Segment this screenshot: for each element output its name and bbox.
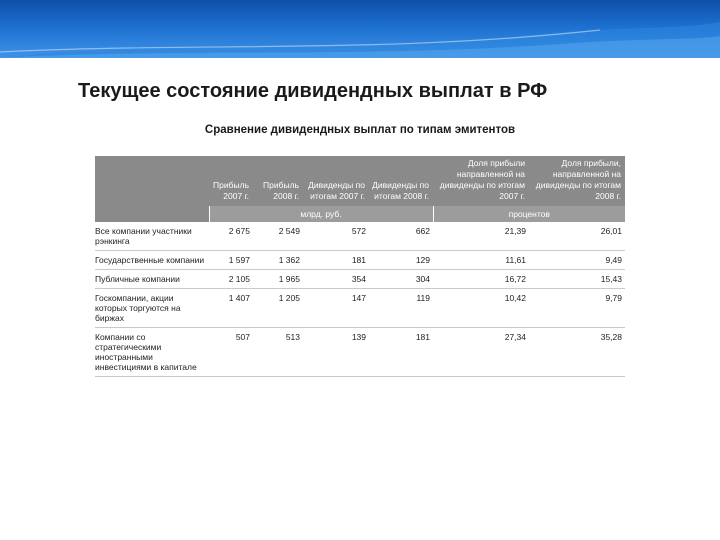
table-cell: 15,43 bbox=[529, 270, 625, 289]
table-cell: 21,39 bbox=[433, 222, 529, 251]
table-row bbox=[95, 270, 625, 289]
table-cell: 9,79 bbox=[529, 289, 625, 328]
row-label: Публичные компании bbox=[95, 270, 209, 289]
table-cell: 35,28 bbox=[529, 328, 625, 377]
table-cell: 513 bbox=[253, 328, 303, 377]
table-cell: 1 597 bbox=[209, 251, 253, 270]
table-cell: 10,42 bbox=[433, 289, 529, 328]
column-header: Прибыль 2007 г. bbox=[209, 156, 253, 206]
column-header: Доля прибыли, направленной на дивиденды по итогам 2008 г. bbox=[529, 156, 625, 206]
slide-title: Текущее состояние дивидендных выплат в РФ bbox=[78, 80, 548, 102]
row-label: Госкомпании, акции которых торгуются на биржах bbox=[95, 289, 209, 328]
table-row bbox=[95, 222, 625, 251]
table-row bbox=[95, 289, 625, 328]
table-cell: 662 bbox=[369, 222, 433, 251]
table-cell: 27,34 bbox=[433, 328, 529, 377]
table-cell: 181 bbox=[369, 328, 433, 377]
header-band bbox=[0, 0, 720, 58]
column-header: Доля прибыли направленной на дивиденды по итогам 2007 г. bbox=[433, 156, 529, 206]
row-label: Государственные компании bbox=[95, 251, 209, 270]
table-cell: 2 105 bbox=[209, 270, 253, 289]
row-label: Компании со стратегическими иностранными инвестициями в капитале bbox=[95, 328, 209, 377]
column-header: Дивиденды по итогам 2007 г. bbox=[303, 156, 369, 206]
column-header: Дивиденды по итогам 2008 г. bbox=[369, 156, 433, 206]
table-cell: 147 bbox=[303, 289, 369, 328]
table-row bbox=[95, 328, 625, 377]
table-cell: 16,72 bbox=[433, 270, 529, 289]
unit-label-percent: процентов bbox=[433, 206, 625, 222]
table-cell: 9,49 bbox=[529, 251, 625, 270]
column-header bbox=[95, 156, 209, 206]
table-cell: 181 bbox=[303, 251, 369, 270]
table-caption: Сравнение дивидендных выплат по типам эмитентов bbox=[204, 124, 516, 136]
table-header-row bbox=[95, 156, 625, 206]
table-row bbox=[95, 251, 625, 270]
table-cell: 507 bbox=[209, 328, 253, 377]
table-cell: 1 965 bbox=[253, 270, 303, 289]
header-wave-decoration bbox=[0, 0, 720, 58]
table-cell: 2 549 bbox=[253, 222, 303, 251]
unit-label-billion-rub: млрд. руб. bbox=[209, 206, 433, 222]
table-cell: 2 675 bbox=[209, 222, 253, 251]
unit-cell-blank bbox=[95, 206, 209, 222]
row-label: Все компании участники рэнкинга bbox=[95, 222, 209, 251]
table-cell: 1 407 bbox=[209, 289, 253, 328]
dividend-table-container bbox=[95, 156, 625, 377]
table-cell: 11,61 bbox=[433, 251, 529, 270]
table-cell: 572 bbox=[303, 222, 369, 251]
table-cell: 1 362 bbox=[253, 251, 303, 270]
table-cell: 304 bbox=[369, 270, 433, 289]
table-cell: 119 bbox=[369, 289, 433, 328]
table-unit-row bbox=[95, 206, 625, 222]
table-cell: 129 bbox=[369, 251, 433, 270]
dividend-table bbox=[95, 156, 625, 377]
table-cell: 139 bbox=[303, 328, 369, 377]
table-cell: 1 205 bbox=[253, 289, 303, 328]
table-cell: 354 bbox=[303, 270, 369, 289]
table-cell: 26,01 bbox=[529, 222, 625, 251]
column-header: Прибыль 2008 г. bbox=[253, 156, 303, 206]
